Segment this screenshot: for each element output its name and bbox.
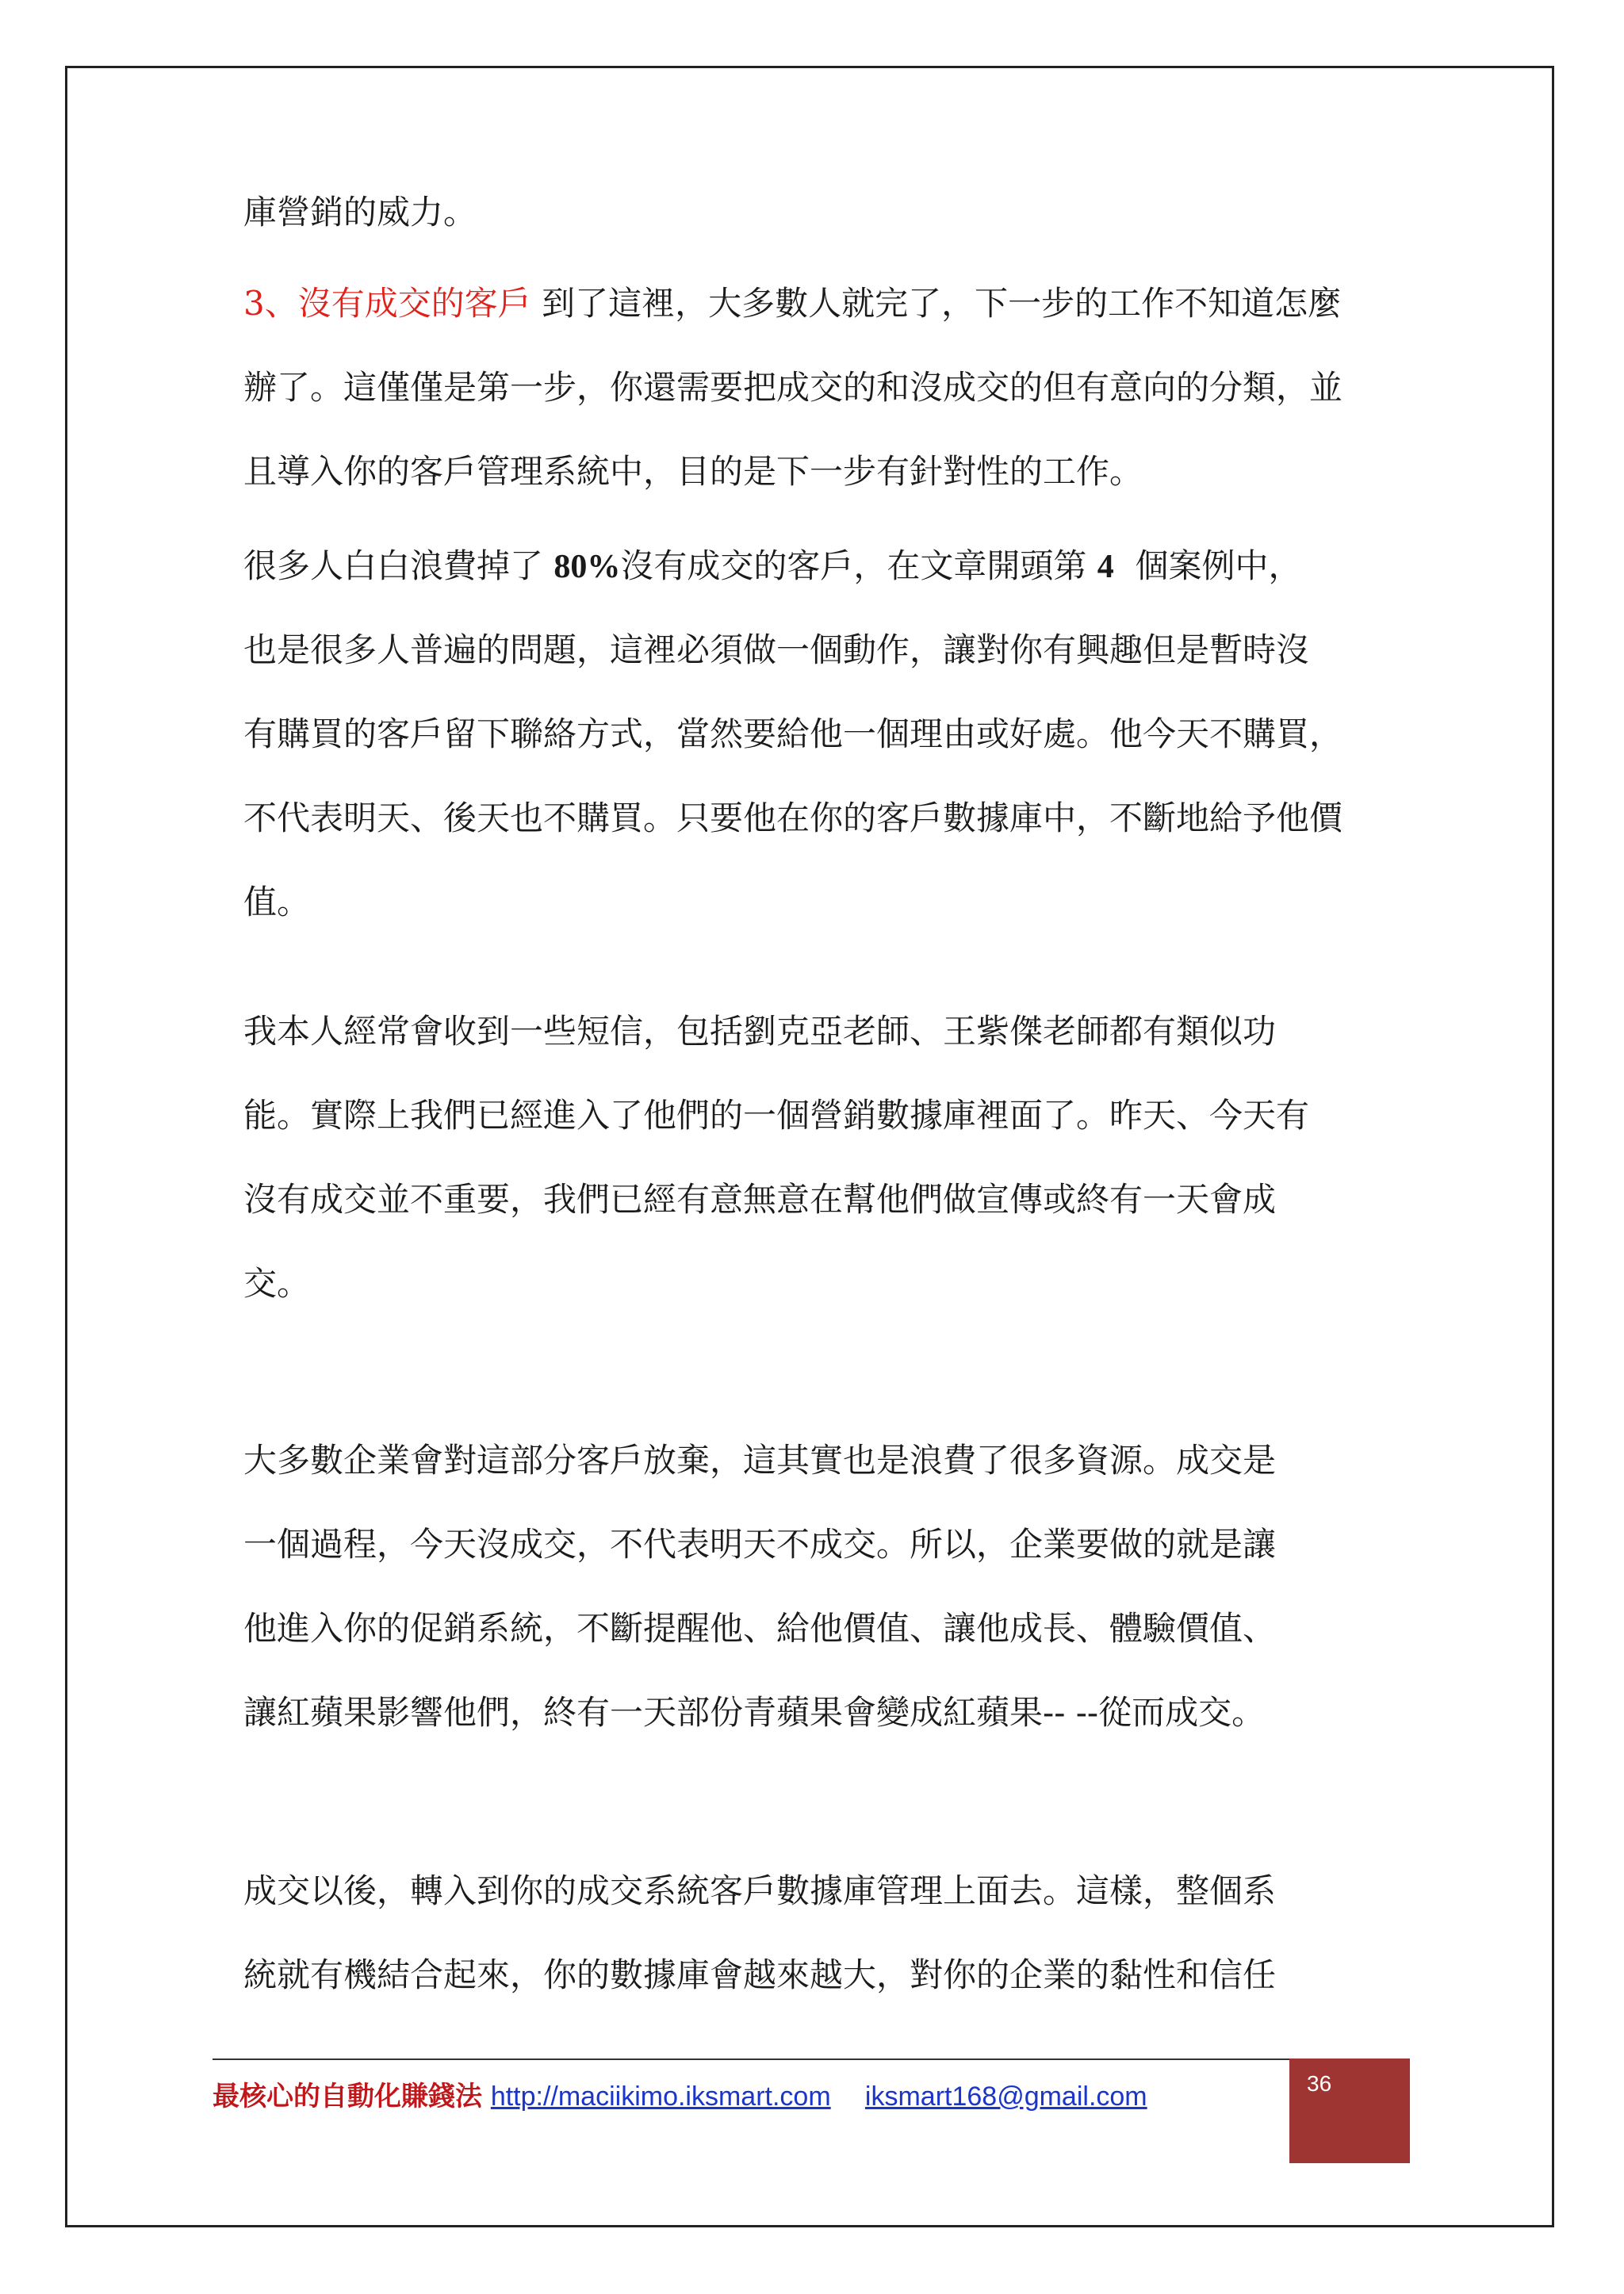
paragraph-line: 且導入你的客戶管理系統中，目的是下一步有針對性的工作。	[243, 452, 1143, 491]
page-number: 36	[1307, 2071, 1332, 2096]
bold-number: 80%	[553, 549, 621, 585]
paragraph-line: 大多數企業會對這部分客戶放棄，這其實也是浪費了很多資源。成交是	[243, 1441, 1277, 1480]
paragraph-line: 值。	[243, 883, 311, 921]
email-link[interactable]: iksmart168@gmail.com	[864, 2081, 1147, 2112]
paragraph-line: 我本人經常會收到一些短信，包括劉克亞老師、王紫傑老師都有類似功	[243, 1012, 1277, 1051]
paragraph-line	[243, 544, 1301, 589]
footer	[213, 2073, 1147, 2120]
paragraph-text: 個案例中，	[1135, 546, 1302, 585]
paragraph-line: 有購買的客戶留下聯絡方式，當然要給他一個理由或好處。他今天不購買，	[243, 714, 1343, 753]
paragraph-line: 一個過程，今天沒成交，不代表明天不成交。所以，企業要做的就是讓	[243, 1525, 1277, 1564]
paragraph-text: 很多人白白浪費掉了	[243, 546, 544, 585]
paragraph-line: 也是很多人普遍的問題，這裡必須做一個動作，讓對你有興趣但是暫時沒	[243, 630, 1310, 669]
paragraph-text: 到了這裡，大多數人就完了，下一步的工作不知道怎麼	[542, 284, 1342, 323]
paragraph-line: 他進入你的促銷系統，不斷提醒他、給他價值、讓他成長、體驗價值、	[243, 1609, 1277, 1648]
paragraph-text: 沒有成交的客戶，在文章開頭第	[620, 546, 1087, 585]
footer-divider	[213, 2058, 1289, 2060]
section-heading-line	[243, 281, 1341, 326]
paragraph-line: 能。實際上我們已經進入了他們的一個營銷數據庫裡面了。昨天、今天有	[243, 1096, 1310, 1135]
paragraph-line: 辦了。這僅僅是第一步，你還需要把成交的和沒成交的但有意向的分類，並	[243, 368, 1343, 407]
paragraph-line: 讓紅蘋果影響他們，終有一天部份青蘋果會變成紅蘋果-- --從而成交。	[243, 1693, 1266, 1732]
footer-title: 最核心的自動化賺錢法	[213, 2081, 482, 2112]
paragraph-line: 成交以後，轉入到你的成交系統客戶數據庫管理上面去。這樣，整個系	[243, 1871, 1277, 1910]
bold-number: 4	[1097, 549, 1114, 585]
paragraph-line: 沒有成交並不重要，我們已經有意無意在幫他們做宣傳或終有一天會成	[243, 1180, 1277, 1219]
paragraph-line: 統就有機結合起來，你的數據庫會越來越大，對你的企業的黏性和信任	[243, 1955, 1277, 1994]
website-link[interactable]: http://maciikimo.iksmart.com	[490, 2081, 831, 2112]
section-heading: 3、沒有成交的客戶	[243, 284, 531, 323]
paragraph-line: 交。	[243, 1264, 311, 1303]
paragraph-line: 不代表明天、後天也不購買。只要他在你的客戶數據庫中，不斷地給予他價	[243, 798, 1343, 837]
paragraph-line: 庫營銷的威力。	[243, 193, 477, 232]
